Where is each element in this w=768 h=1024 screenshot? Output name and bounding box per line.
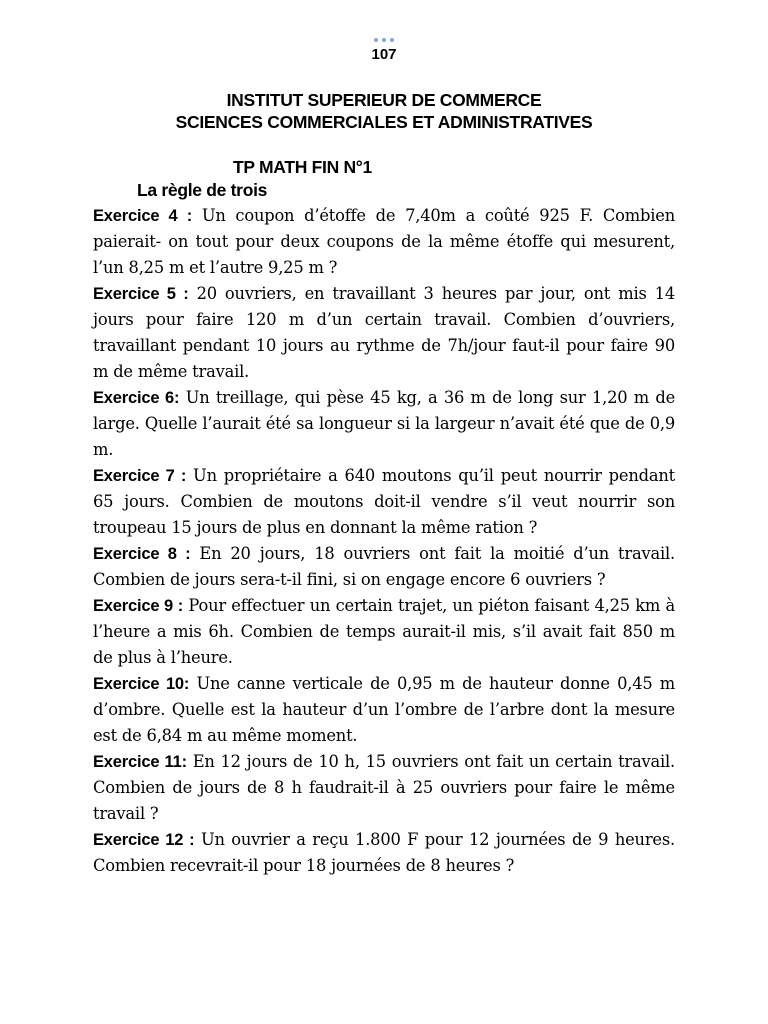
exercise-8 <box>93 541 675 593</box>
exercise-list <box>93 203 675 879</box>
institution-line-2: SCIENCES COMMERCIALES ET ADMINISTRATIVES <box>175 112 593 132</box>
exercise-12 <box>93 827 675 879</box>
exercise-text: En 20 jours, 18 ouvriers ont fait la moitié d’un travail. Combien de jours sera-t-il fini, si on engage encore 6 ouvriers ? <box>93 544 675 589</box>
exercise-11 <box>93 749 675 827</box>
header-dots-icon <box>0 38 768 44</box>
page-header <box>0 38 768 63</box>
exercise-label: Exercice 4 : <box>93 207 192 225</box>
exercise-4 <box>93 203 675 281</box>
exercise-label: Exercice 12 : <box>93 831 195 849</box>
exercise-5 <box>93 281 675 385</box>
dot-icon <box>390 38 394 42</box>
exercise-label: Exercice 9 : <box>93 597 184 615</box>
dot-icon <box>374 38 378 42</box>
page-number: 107 <box>371 46 397 63</box>
exercise-label: Exercice 10: <box>93 675 190 693</box>
exercise-label: Exercice 11: <box>93 753 187 771</box>
subject-title: La règle de trois <box>137 180 268 200</box>
exercise-text: 20 ouvriers, en travaillant 3 heures par jour, ont mis 14 jours pour faire 120 m d’un certain travail. Combien d’ouvriers, travaillant pendant 10 jours au rythme de 7h/jour faut-il pour faire 90 m de même travail. <box>93 284 675 381</box>
institution-heading <box>0 89 768 133</box>
exercise-7 <box>93 463 675 541</box>
exercise-text: Un propriétaire a 640 moutons qu’il peut nourrir pendant 65 jours. Combien de moutons doit-il vendre s’il veut nourrir son troupeau 15 jours de plus en donnant la même ration ? <box>93 466 675 537</box>
exercise-label: Exercice 8 : <box>93 545 191 563</box>
dot-icon <box>382 38 386 42</box>
exercise-label: Exercice 5 : <box>93 285 189 303</box>
exercise-text: En 12 jours de 10 h, 15 ouvriers ont fait un certain travail. Combien de jours de 8 h faudrait-il à 25 ouvriers pour faire le même travail ? <box>93 752 676 823</box>
tp-title: TP MATH FIN N°1 <box>233 157 372 177</box>
exercise-text: Une canne verticale de 0,95 m de hauteur donne 0,45 m d’ombre. Quelle est la hauteur d’un l’ombre de l’arbre dont la mesure est de 6,84 m au même moment. <box>93 674 675 745</box>
exercise-text: Un coupon d’étoffe de 7,40m a coûté 925 F. Combien paierait- on tout pour deux coupons de la même étoffe qui mesurent, l’un 8,25 m et l’autre 9,25 m ? <box>93 206 675 277</box>
institution-line-1: INSTITUT SUPERIEUR DE COMMERCE <box>226 90 542 110</box>
exercise-label: Exercice 6: <box>93 389 180 407</box>
exercise-6 <box>93 385 675 463</box>
exercise-label: Exercice 7 : <box>93 467 187 485</box>
exercise-text: Pour effectuer un certain trajet, un piéton faisant 4,25 km à l’heure a mis 6h. Combien de temps aurait-il mis, s’il avait fait 850 m de plus à l’heure. <box>93 596 675 667</box>
exercise-10 <box>93 671 675 749</box>
exercise-text: Un ouvrier a reçu 1.800 F pour 12 journées de 9 heures. Combien recevrait-il pour 18 journées de 8 heures ? <box>93 830 675 875</box>
exercise-9 <box>93 593 675 671</box>
exercise-text: Un treillage, qui pèse 45 kg, a 36 m de long sur 1,20 m de large. Quelle l’aurait été sa longueur si la largeur n’avait été que de 0,9 m. <box>93 388 676 459</box>
